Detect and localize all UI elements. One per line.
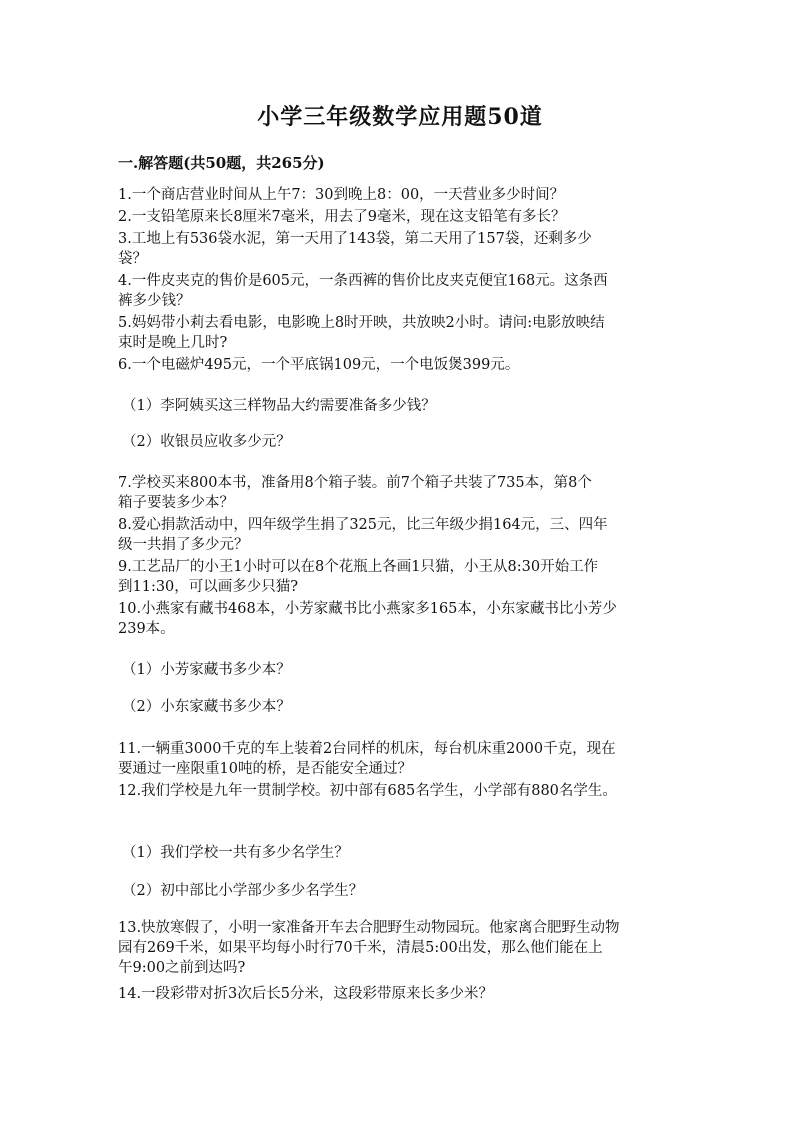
question-5: 5.妈妈带小莉去看电影，电影晚上8时开映，共放映2小时。请问:电影放映结 束时是晚上几时? xyxy=(118,315,605,351)
question-14: 14.一段彩带对折3次后长5分米，这段彩带原来长多少米？ xyxy=(118,986,494,1002)
question-6-part-2: （2）收银员应收多少元？ xyxy=(122,434,291,450)
question-12-part-2: （2）初中部比小学部少多少名学生？ xyxy=(122,883,364,899)
question-2: 2.一支铅笔原来长8厘米7毫米，用去了9毫米，现在这支铅笔有多长？ xyxy=(118,209,566,225)
question-8: 8.爱心捐款活动中，四年级学生捐了325元，比三年级少捐164元，三、四年 级一共捐了多少元？ xyxy=(118,517,608,553)
question-10-part-2: （2）小东家藏书多少本？ xyxy=(122,699,291,715)
question-4: 4.一件皮夹克的售价是605元，一条西裤的售价比皮夹克便宜168元。这条西 裤多少钱？ xyxy=(118,273,608,309)
question-10: 10.小燕家有藏书468本，小芳家藏书比小燕家多165本，小东家藏书比小芳少 239本。 xyxy=(118,601,617,637)
section-heading: 一.解答题(共50题，共265分) xyxy=(118,154,325,172)
question-9: 9.工艺品厂的小王1小时可以在8个花瓶上各画1只猫，小王从8:30开始工作 到11:30，可以画多少只猫? xyxy=(118,559,599,595)
question-6-part-1: （1）李阿姨买这三样物品大约需要准备多少钱？ xyxy=(122,398,436,414)
question-7: 7.学校买来800本书，准备用8个箱子装。前7个箱子共装了735本，第8个 箱子要装多少本？ xyxy=(118,475,592,511)
question-11: 11.一辆重3000千克的车上装着2台同样的机床，每台机床重2000千克，现在 要通过一座限重10吨的桥，是否能安全通过？ xyxy=(118,741,616,777)
question-10-part-1: （1）小芳家藏书多少本？ xyxy=(122,662,291,678)
question-12-part-1: （1）我们学校一共有多少名学生？ xyxy=(122,845,349,861)
question-13: 13.快放寒假了，小明一家准备开车去合肥野生动物园玩。他家离合肥野生动物 园有269千米，如果平均每小时行70千米，清晨5:00出发，那么他们能在上 午9:00之前到达吗? xyxy=(118,920,620,976)
question-12: 12.我们学校是九年一贯制学校。初中部有685名学生，小学部有880名学生。 xyxy=(118,783,617,799)
question-3: 3.工地上有536袋水泥，第一天用了143袋，第二天用了157袋，还剩多少 袋？ xyxy=(118,231,592,267)
question-1: 1.一个商店营业时间从上午7：30到晚上8：00，一天营业多少时间？ xyxy=(118,187,565,203)
question-6: 6.一个电磁炉495元，一个平底锅109元，一个电饭煲399元。 xyxy=(118,357,520,373)
page-title: 小学三年级数学应用题50道 xyxy=(257,104,543,130)
